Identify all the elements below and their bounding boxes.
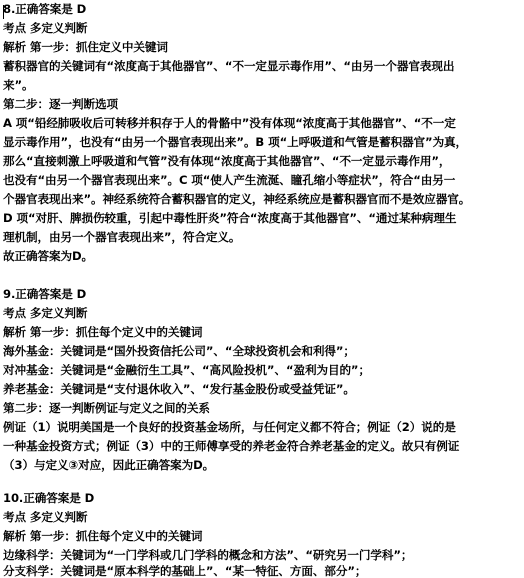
q8-option-line-4: 也没有“由另一个器官表现出来”。C 项“使人产生流涎、瞳孔缩小等症状”，符合“由另一 bbox=[3, 173, 456, 187]
q9-example-line-2: 一种基金投资方式；例证（3）中的王师傅享受的养老金符合养老基金的定义。故只有例证 bbox=[3, 439, 460, 453]
q8-kaodian: 考点 多定义判断 bbox=[3, 21, 88, 35]
q10-keyword-line-1: 边缘科学：关键词为“一门学科或几门学科的概念和方法”、“研究另一门学科”； bbox=[3, 548, 413, 562]
q9-step-2: 第二步：逐一判断例证与定义之间的关系 bbox=[3, 401, 210, 415]
q8-conclusion: 故正确答案为D。 bbox=[3, 249, 93, 263]
q10-jiexi: 解析 第一步：抓住每个定义中的关键词 bbox=[3, 529, 203, 543]
q9-example-line-1: 例证（1）说明美国是一个良好的投资基金场所，与任何定义都不符合；例证（2）说的是 bbox=[3, 420, 456, 434]
q9-kaodian: 考点 多定义判断 bbox=[3, 306, 88, 320]
q8-body-line-1: 蓄积器官的关键词有“浓度高于其他器官”、“不一定显示毒作用”、“由另一个器官表现出 bbox=[3, 59, 455, 73]
q9-jiexi: 解析 第一步：抓住每个定义中的关键词 bbox=[3, 325, 203, 339]
q10-title: 10.正确答案是 D bbox=[3, 491, 95, 505]
q9-keyword-line-1: 海外基金：关键词是“国外投资信托公司”、“全球投资机会和利得”； bbox=[3, 344, 355, 358]
q8-title: 8.正确答案是 D bbox=[3, 2, 87, 16]
q8-option-line-7: 理机制，由另一个器官表现出来”，符合定义。 bbox=[3, 230, 241, 244]
q8-option-line-5: 个器官表现出来”。神经系统符合蓄积器官的定义，神经系统应是蓄积器官而不是效应器官。 bbox=[3, 192, 471, 206]
q8-step-2: 第二步：逐一判断选项 bbox=[3, 97, 118, 111]
q8-option-line-3: 那么“直接刺激上呼吸道和气管”没有体现“浓度高于其他器官”、“不一定显示毒作用”， bbox=[3, 154, 451, 168]
q9-example-line-3: （3）与定义③对应，因此正确答案为D。 bbox=[3, 458, 215, 472]
q8-option-line-1: A 项“铅经肺吸收后可转移并积存于人的骨骼中”没有体现“浓度高于其他器官”、“不一定 bbox=[3, 116, 456, 130]
q8-option-line-6: D 项“对肝、脾损伤较重，引起中毒性肝炎”符合“浓度高于其他器官”、“通过某种病理生 bbox=[3, 211, 457, 225]
q9-keyword-line-2: 对冲基金：关键词是“金融衍生工具”、“高风险投机”、“盈利为目的”； bbox=[3, 363, 370, 377]
q10-keyword-line-2: 分支科学：关键词是“原本科学的基础上”、“某一特征、方面、部分”； bbox=[3, 564, 367, 578]
q8-body-line-2: 来”。 bbox=[3, 78, 34, 92]
q9-keyword-line-3: 养老基金：关键词是“支付退休收入”、“发行基金股份或受益凭证”。 bbox=[3, 382, 355, 396]
q8-jiexi: 解析 第一步：抓住定义中关键词 bbox=[3, 40, 168, 54]
q9-title: 9.正确答案是 D bbox=[3, 287, 87, 301]
q8-option-line-2: 显示毒作用”，也没有“由另一个器官表现出来”。B 项“上呼吸道和气管是蓄积器官”为真， bbox=[3, 135, 468, 149]
q10-kaodian: 考点 多定义判断 bbox=[3, 510, 88, 524]
